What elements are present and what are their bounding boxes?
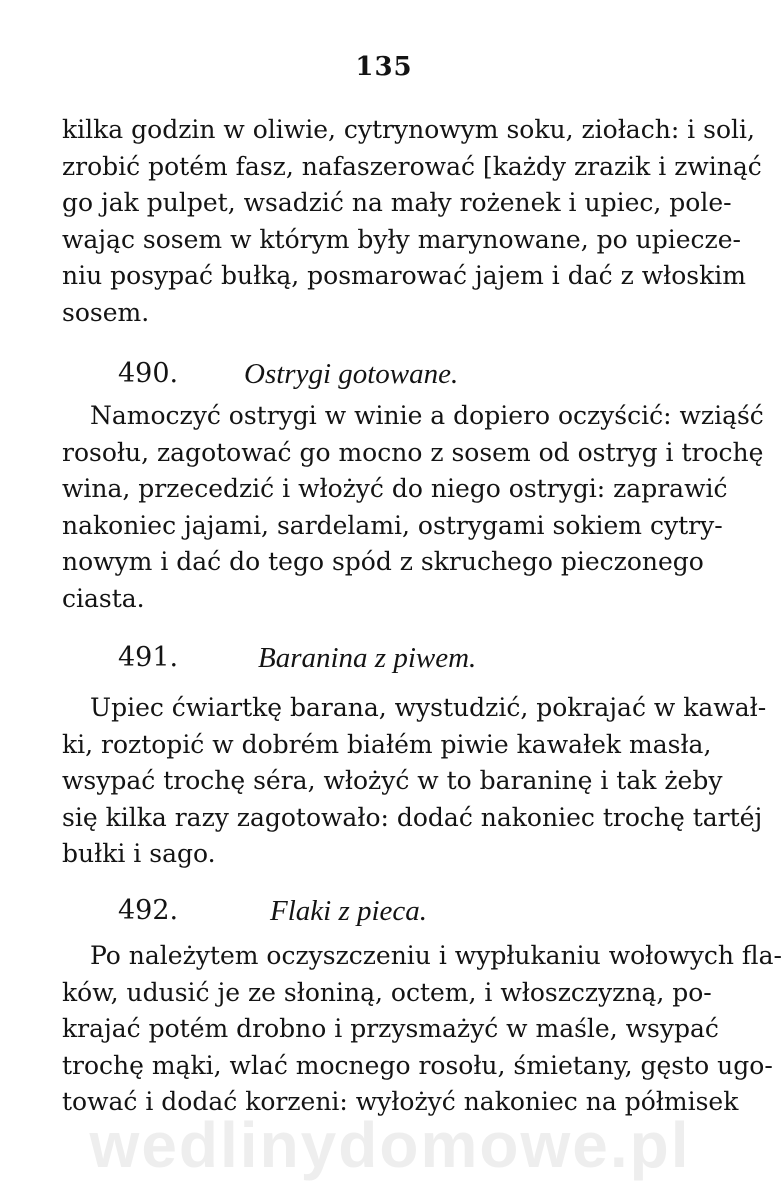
text-line: Namoczyć ostrygi w winie a dopiero oczyścić: wziąść: [90, 401, 764, 430]
text-line: trochę mąki, wlać mocnego rosołu, śmietany, gęsto ugo-: [62, 1050, 773, 1080]
text-line: ków, udusić je ze słoniną, octem, i włoszczyzną, po-: [62, 977, 712, 1007]
text-line: sosem.: [62, 297, 150, 327]
text-line: rosołu, zagotować go mocno z sosem od ostryg i trochę: [62, 437, 764, 467]
text-line: tować i dodać korzeni: wyłożyć nakoniec na półmisek: [62, 1087, 739, 1116]
recipe-number: 492.: [118, 895, 179, 926]
text-line: zrobić potém fasz, nafaszerować [każdy zrazik i zwinąć: [62, 151, 762, 181]
text-line: krajać potém drobno i przysmażyć w maśle, wsypać: [62, 1014, 719, 1043]
text-line: wsypać trochę séra, włożyć w to baraninę i tak żeby: [62, 766, 723, 795]
recipe-heading-490: [0, 358, 768, 398]
recipe-number: 490.: [118, 358, 179, 389]
intro-paragraph: [62, 112, 762, 331]
recipe-heading-492: [0, 895, 768, 935]
recipe-title: Baranina z piwem.: [258, 642, 477, 674]
recipe-title: Ostrygi gotowane.: [244, 358, 459, 390]
text-line: kilka godzin w oliwie, cytrynowym soku, ziołach: i soli,: [62, 115, 755, 144]
text-line: nakoniec jajami, sardelami, ostrygami sokiem cytry-: [62, 510, 723, 540]
text-line: wina, przecedzić i włożyć do niego ostrygi: zaprawić: [62, 474, 728, 503]
text-line: wając sosem w którym były marynowane, po upiecze-: [62, 224, 741, 254]
watermark: wedlinydomowe.pl: [89, 1109, 691, 1181]
page-number: 135: [355, 52, 413, 82]
text-line: się kilka razy zagotowało: dodać nakoniec trochę tartéj: [62, 802, 763, 832]
text-line: ki, roztopić w dobrém białém piwie kawałek masła,: [62, 729, 712, 759]
recipe-number: 491.: [118, 642, 179, 673]
recipe-heading-491: [0, 642, 768, 682]
text-line: niu posypać bułką, posmarować jajem i dać z włoskim: [62, 261, 746, 290]
recipe-body-491: [62, 690, 767, 873]
text-line: nowym i dać do tego spód z skruchego pieczonego: [62, 547, 704, 576]
recipe-title: Flaki z pieca.: [270, 895, 428, 927]
text-line: bułki i sago.: [62, 839, 216, 868]
recipe-body-490: [62, 398, 764, 617]
text-line: Upiec ćwiartkę barana, wystudzić, pokrajać w kawał-: [90, 693, 767, 722]
text-line: Po należytem oczyszczeniu i wypłukaniu wołowych fla-: [90, 941, 782, 970]
text-line: ciasta.: [62, 583, 145, 613]
recipe-body-492: [62, 938, 782, 1121]
text-line: go jak pulpet, wsadzić na mały rożenek i upiec, pole-: [62, 188, 732, 217]
